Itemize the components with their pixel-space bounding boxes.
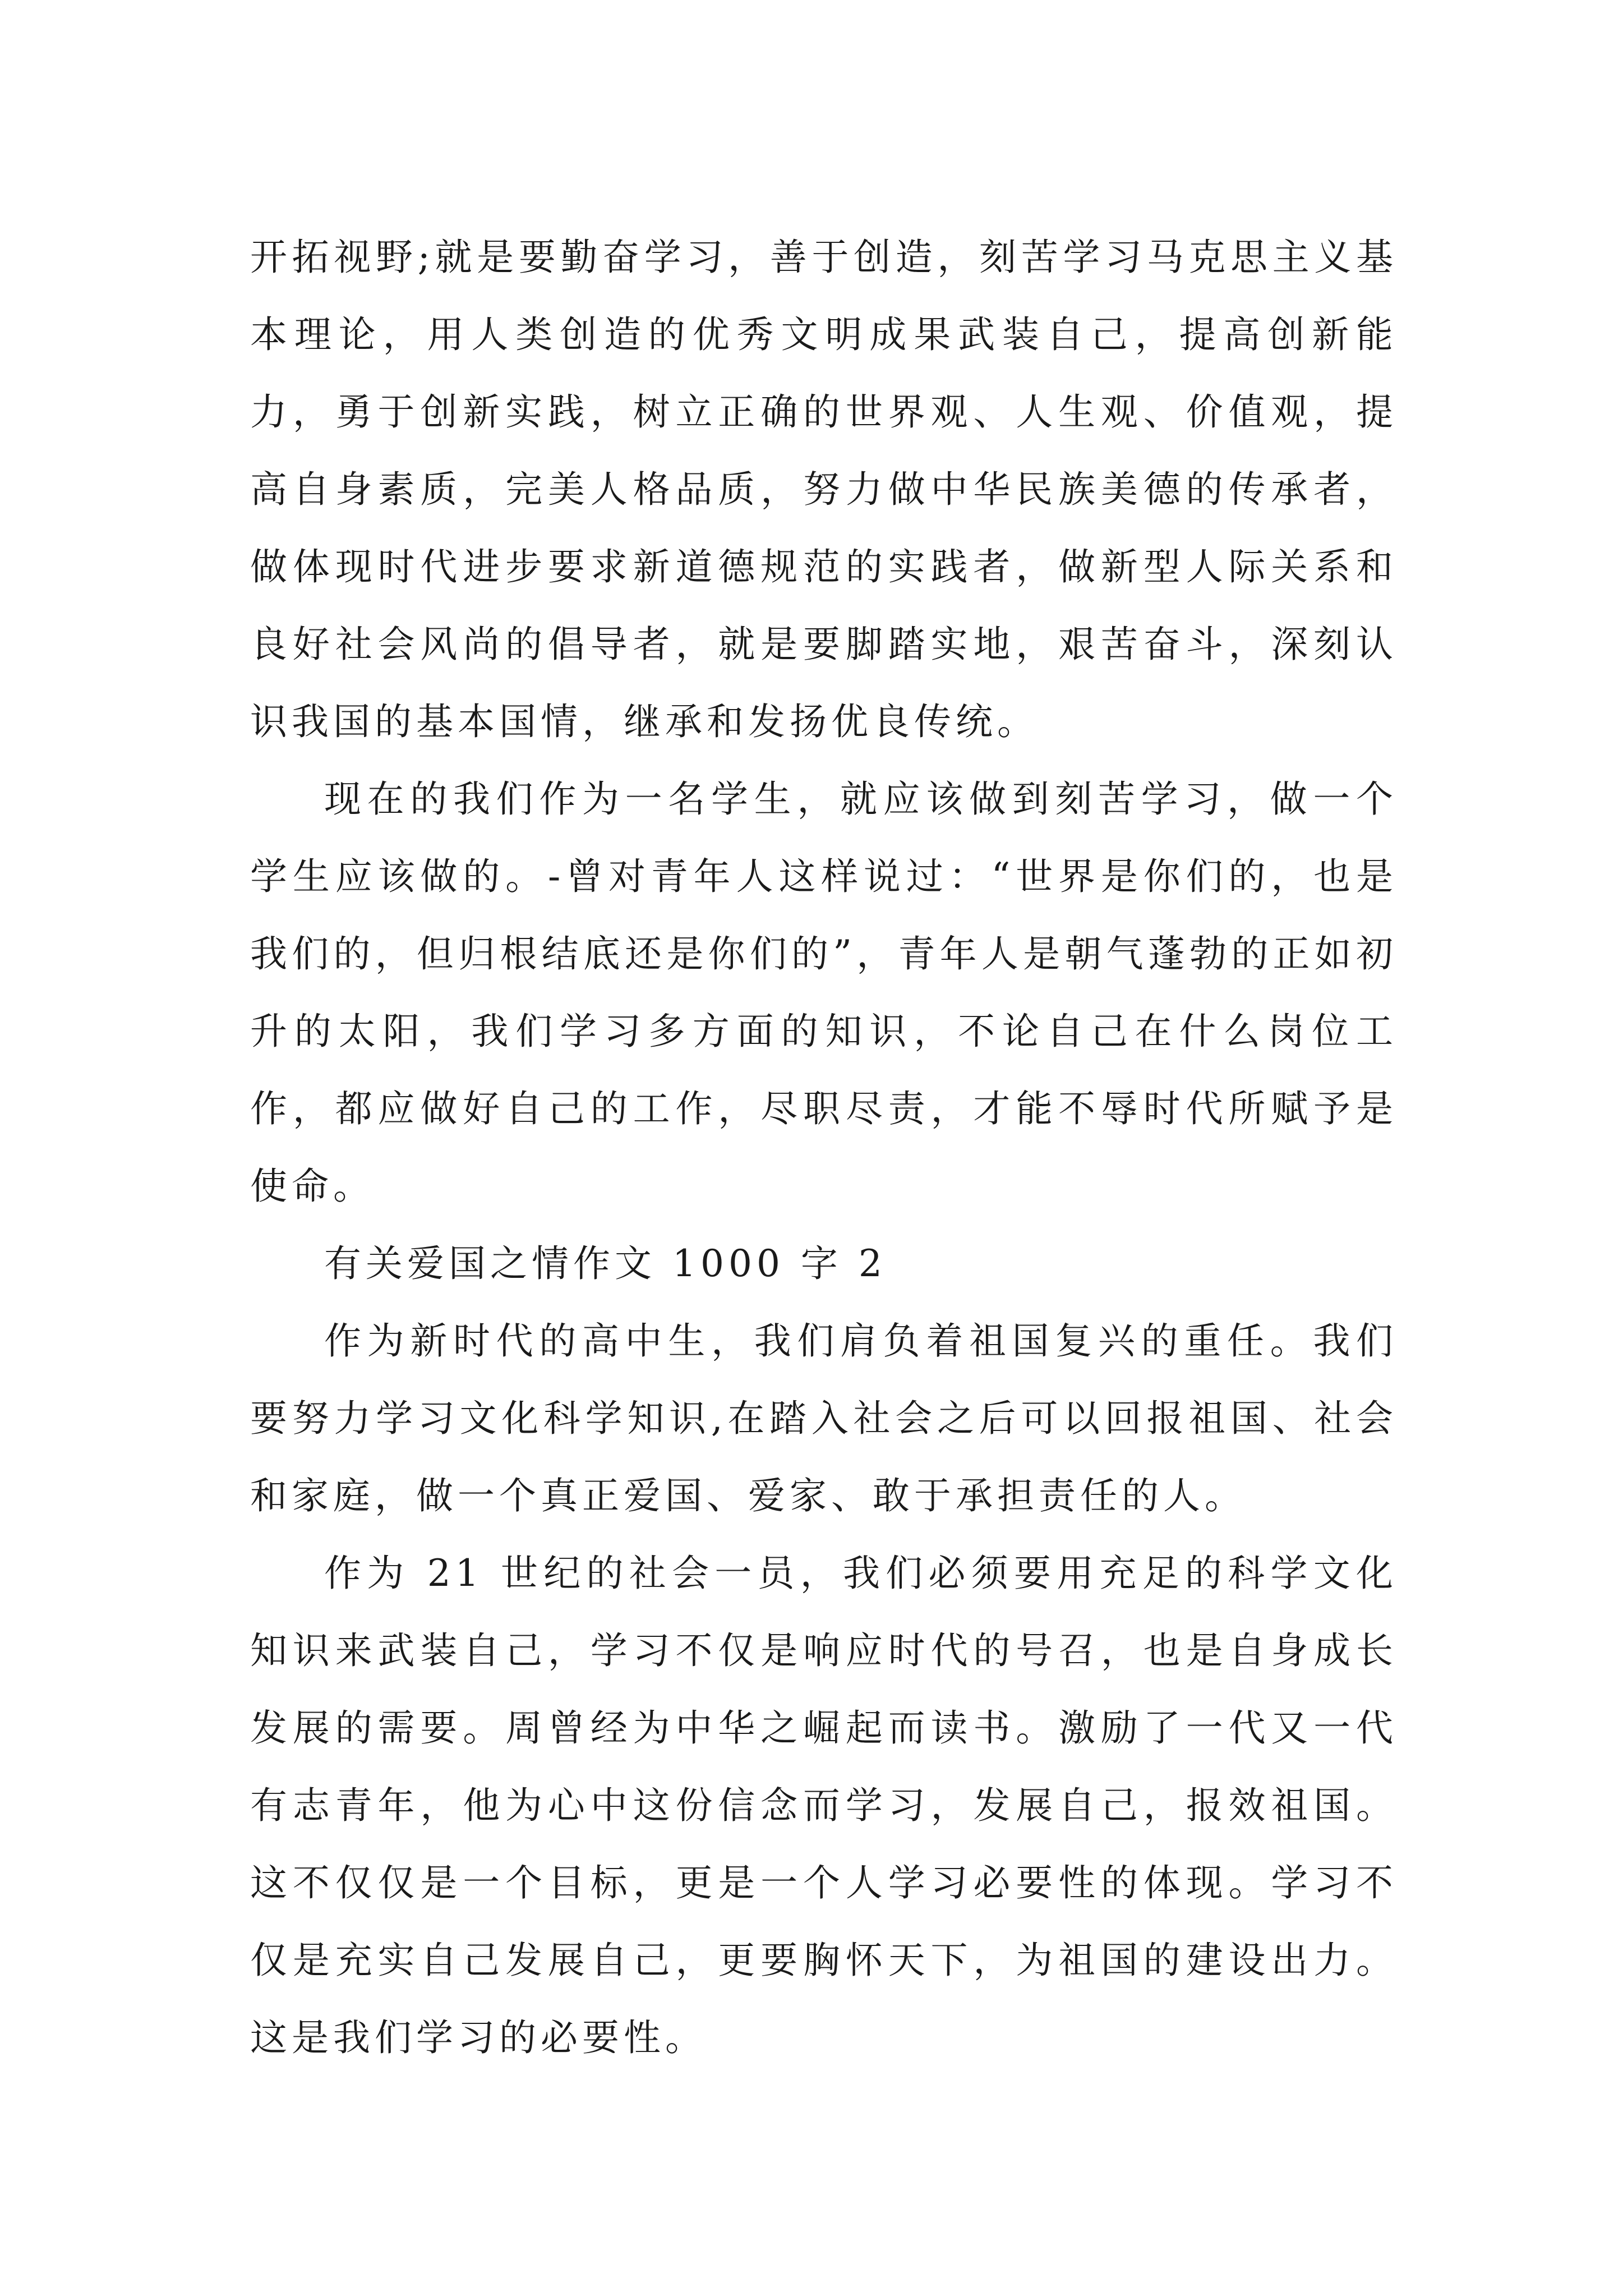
paragraph-1: 开拓视野;就是要勤奋学习，善于创造，刻苦学习马克思主义基本理论，用人类创造的优秀文明成果武装自己，提高创新能力，勇于创新实践，树立正确的世界观、人生观、价值观，提高自身素质，完美人格品质，努力做中华民族美德的传承者，做体现时代进步要求新道德规范的实践者，做新型人际关系和良好社会风尚的倡导者，就是要脚踏实地，艰苦奋斗，深刻认识我国的基本国情，继承和发扬优良传统。 bbox=[250, 236, 1398, 743]
paragraph-4: 作为 21 世纪的社会一员，我们必须要用充足的科学文化知识来武装自己，学习不仅是响应时代的号召，也是自身成长发展的需要。周曾经为中华之崛起而读书。激励了一代又一代有志青年，他为心中这份信念而学习，发展自己，报效祖国。这不仅仅是一个目标，更是一个人学习必要性的体现。学习不仅是充实自己发展自己，更要胸怀天下，为祖国的建设出力。这是我们学习的必要性。 bbox=[250, 1552, 1398, 2059]
paragraph-3: 作为新时代的高中生，我们肩负着祖国复兴的重任。我们要努力学习文化科学知识,在踏入社会之后可以回报祖国、社会和家庭，做一个真正爱国、爱家、敢于承担责任的人。 bbox=[250, 1319, 1398, 1517]
section-heading: 有关爱国之情作文 1000 字 2 bbox=[324, 1242, 887, 1285]
document-body bbox=[250, 219, 1398, 2077]
paragraph-2: 现在的我们作为一名学生，就应该做到刻苦学习，做一个学生应该做的。-曾对青年人这样说过：“世界是你们的，也是我们的，但归根结底还是你们的”，青年人是朝气蓬勃的正如初升的太阳，我们学习多方面的知识，不论自己在什么岗位工作，都应做好自己的工作，尽职尽责，才能不辱时代所赋予是使命。 bbox=[250, 777, 1398, 1208]
